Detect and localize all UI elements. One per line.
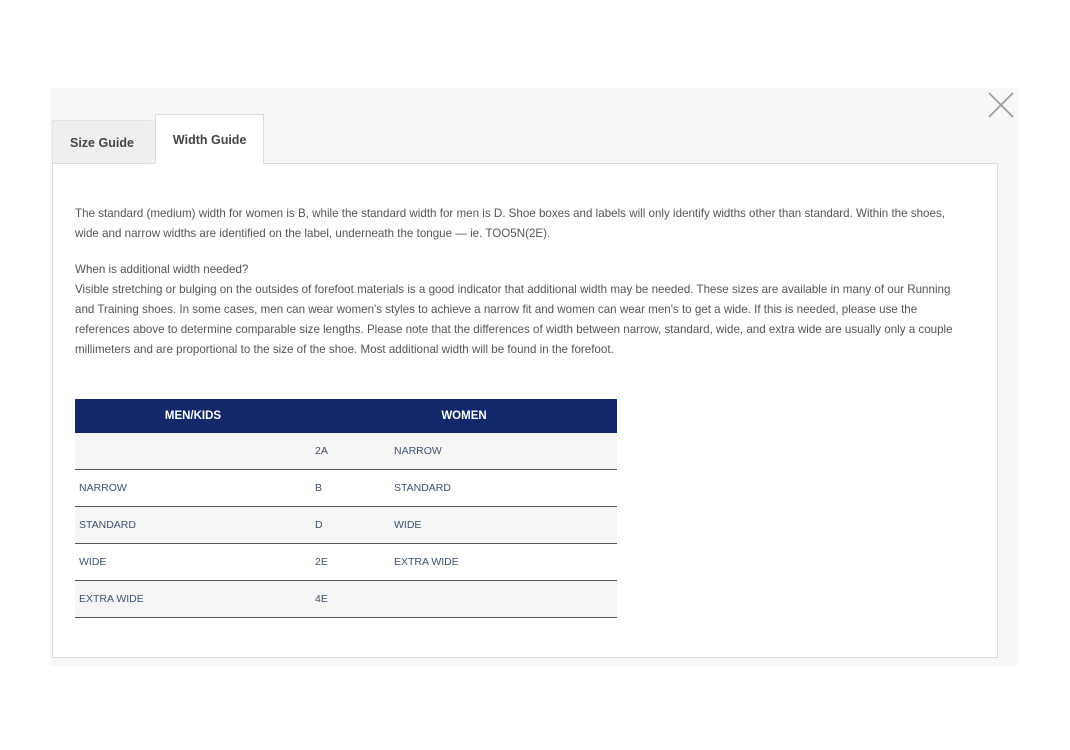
men-width-cell: WIDE xyxy=(75,544,311,581)
width-table xyxy=(75,399,617,618)
width-code-cell: 2E xyxy=(311,544,389,581)
women-width-cell: WIDE xyxy=(389,507,617,544)
men-width-cell: EXTRA WIDE xyxy=(75,581,311,618)
width-guide-content xyxy=(75,204,965,360)
table-row xyxy=(75,507,617,544)
men-width-cell xyxy=(75,433,311,470)
header-women: WOMEN xyxy=(311,399,617,433)
width-code-cell: D xyxy=(311,507,389,544)
men-width-cell: NARROW xyxy=(75,470,311,507)
women-width-cell: NARROW xyxy=(389,433,617,470)
close-icon xyxy=(986,90,1016,120)
tab-bar xyxy=(52,114,264,164)
women-width-cell: EXTRA WIDE xyxy=(389,544,617,581)
tab-size-guide[interactable]: Size Guide xyxy=(52,120,152,164)
table-row xyxy=(75,544,617,581)
close-button[interactable] xyxy=(986,90,1016,120)
width-code-cell: B xyxy=(311,470,389,507)
width-code-cell: 4E xyxy=(311,581,389,618)
women-width-cell: STANDARD xyxy=(389,470,617,507)
width-guide-panel xyxy=(52,163,998,658)
women-width-cell xyxy=(389,581,617,618)
table-row xyxy=(75,433,617,470)
header-men-kids: MEN/KIDS xyxy=(75,399,311,433)
table-header-row xyxy=(75,399,617,433)
explanation-paragraph: Visible stretching or bulging on the outsides of forefoot materials is a good indicator that additional width may be needed. These sizes are available in many of our Running and Training shoes. In some cases, men can wear women's styles to achieve a narrow fit and women can wear men's to get a wide. If this is needed, please use the references above to determine comparable size lengths. Please note that the differences of width between narrow, standard, wide, and extra wide are usually only a couple millimeters and are proportional to the size of the shoe. Most additional width will be found in the forefoot. xyxy=(75,283,953,356)
table-row xyxy=(75,470,617,507)
intro-paragraph: The standard (medium) width for women is B, while the standard width for men is D. Shoe boxes and labels will only identify widths other than standard. Within the shoes, wide and narrow widths are identified on the label, underneath the tongue — ie. TOO5N(2E). xyxy=(75,207,945,240)
question-heading: When is additional width needed? xyxy=(75,263,249,276)
tab-width-guide[interactable]: Width Guide xyxy=(155,114,265,164)
width-code-cell: 2A xyxy=(311,433,389,470)
men-width-cell: STANDARD xyxy=(75,507,311,544)
table-row xyxy=(75,581,617,618)
